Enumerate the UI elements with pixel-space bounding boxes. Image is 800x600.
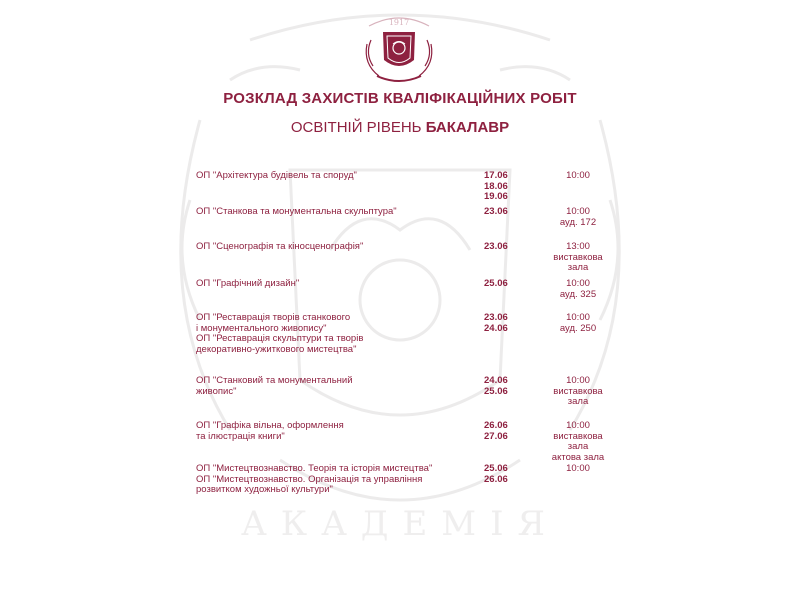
- defense-dates: [484, 242, 524, 253]
- time-location-line: 10:00: [566, 278, 590, 289]
- defense-dates: [484, 464, 524, 485]
- defense-dates: [484, 313, 524, 334]
- time-location: [538, 464, 618, 475]
- program-name-line: ОП "Графічний дизайн": [196, 278, 300, 289]
- time-location: [538, 279, 618, 300]
- page-subtitle: [0, 119, 800, 136]
- program-name-line: ОП "Реставрація скульптури та творів: [196, 333, 364, 344]
- defense-dates: [484, 376, 524, 397]
- program-name-line: і монументального живопису": [196, 322, 327, 334]
- time-location: [538, 313, 618, 334]
- time-location-line: ауд. 250: [559, 322, 597, 334]
- program-name-line: ОП "Станкова та монументальна скульптура": [196, 206, 397, 217]
- time-location-line: 10:00: [566, 206, 590, 217]
- time-location-line: зала: [567, 441, 589, 452]
- program-name-line: та ілюстрація книги": [196, 430, 285, 442]
- time-location-line: зала: [567, 262, 589, 273]
- defense-dates-line: 27.06: [484, 430, 508, 442]
- defense-dates-line: 25.06: [484, 385, 508, 397]
- academy-logo: [359, 14, 439, 86]
- time-location-line: 13:00: [566, 241, 590, 252]
- defense-dates-line: 19.06: [484, 191, 508, 202]
- time-location-line: зала: [567, 396, 589, 407]
- program-name: [196, 171, 471, 182]
- time-location-line: актова зала: [551, 451, 605, 463]
- defense-dates-line: 24.06: [484, 322, 508, 334]
- defense-dates-line: 23.06: [484, 241, 508, 252]
- time-location-line: ауд. 325: [559, 288, 597, 300]
- time-location-line: 10:00: [566, 420, 590, 431]
- defense-dates: [484, 207, 524, 218]
- logo-year: 1917: [388, 18, 410, 27]
- program-name-line: ОП "Реставрація творів станкового: [196, 312, 351, 323]
- program-name: [196, 279, 471, 290]
- time-location: [538, 171, 618, 182]
- defense-dates-line: 26.06: [484, 420, 508, 431]
- time-location-line: виставкова: [553, 251, 603, 263]
- time-location-line: 10:00: [566, 170, 590, 181]
- program-name-line: ОП "Мистецтвознавство. Організація та управління: [196, 473, 423, 485]
- program-name: [196, 376, 471, 397]
- time-location: [538, 207, 618, 228]
- program-name-line: ОП "Мистецтвознавство. Теорія та історія мистецтва": [196, 463, 433, 474]
- defense-dates: [484, 421, 524, 442]
- defense-dates-line: 26.06: [484, 473, 508, 485]
- defense-dates: [484, 279, 524, 290]
- time-location-line: виставкова: [553, 430, 603, 442]
- program-name: [196, 207, 471, 218]
- defense-dates-line: 18.06: [484, 180, 508, 192]
- defense-dates: [484, 171, 524, 203]
- time-location-line: 10:00: [566, 375, 590, 386]
- program-name-line: розвитком художньої культури": [196, 484, 333, 495]
- program-name-line: ОП "Станковий та монументальний: [196, 375, 353, 386]
- page-title: РОЗКЛАД ЗАХИСТІВ КВАЛІФІКАЦІЙНИХ РОБІТ: [223, 90, 577, 107]
- program-name: [196, 242, 471, 253]
- time-location-line: 10:00: [566, 312, 590, 323]
- program-name-line: декоративно-ужиткового мистецтва": [196, 343, 357, 355]
- program-name: [196, 313, 471, 355]
- subtitle-prefix: ОСВІТНІЙ РІВЕНЬ: [290, 119, 422, 136]
- time-location: [538, 421, 618, 463]
- defense-dates-line: 23.06: [484, 312, 508, 323]
- program-name: [196, 421, 471, 442]
- defense-dates-line: 24.06: [484, 375, 508, 386]
- defense-dates-line: 23.06: [484, 206, 508, 217]
- program-name-line: ОП "Сценографія та кіносценографія": [196, 241, 364, 252]
- defense-dates-line: 25.06: [484, 278, 508, 289]
- program-name-line: ОП "Графіка вільна, оформлення: [196, 420, 344, 431]
- watermark-text: АКАДЕМІЯ: [241, 504, 559, 544]
- subtitle-level: БАКАЛАВР: [425, 119, 510, 136]
- program-name: [196, 464, 471, 496]
- program-name-line: живопис": [196, 385, 237, 397]
- time-location: [538, 242, 618, 274]
- defense-dates-line: 17.06: [484, 170, 508, 181]
- program-name-line: ОП "Архітектура будівель та споруд": [196, 170, 357, 181]
- defense-dates-line: 25.06: [484, 463, 508, 474]
- time-location-line: виставкова: [553, 385, 603, 397]
- time-location-line: ауд. 172: [559, 216, 597, 228]
- time-location: [538, 376, 618, 408]
- time-location-line: 10:00: [566, 463, 590, 474]
